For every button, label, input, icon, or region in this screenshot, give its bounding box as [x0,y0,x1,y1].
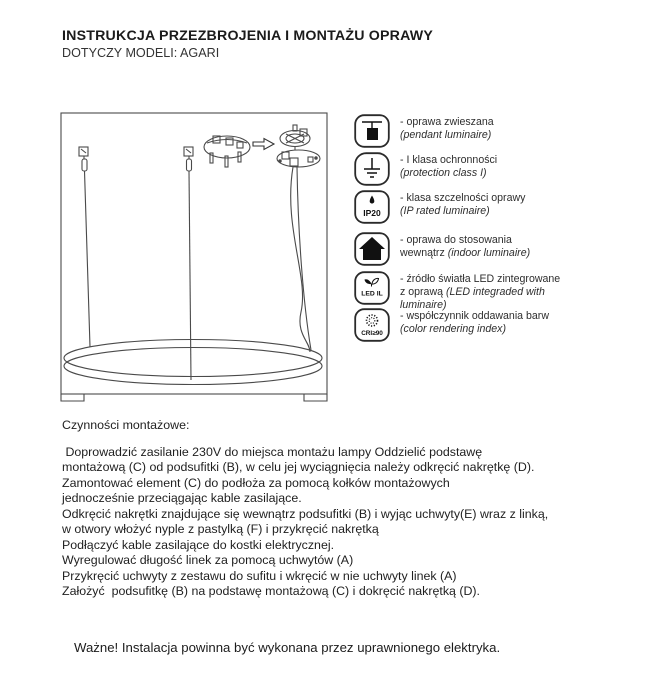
legend-label: - oprawa zwieszana [400,116,494,128]
ip-rating-icon [354,190,390,224]
instruction-line: Wyregulować długość linek za pomocą uchwytów (A) [62,553,354,568]
instruction-line: w otwory włożyć nyple z pastylką (F) i przykręcić nakrętką [62,522,379,537]
legend-item-cri: CRI≥90 - współczynnik oddawania barw (color rendering index) [354,308,615,342]
legend-item-pendant: - oprawa zwieszana (pendant luminaire) [354,114,615,148]
right-suspension-wire [297,167,311,350]
instruction-line: montażową (C) od podsufitki (B), w celu jej wyciągnięcia należy odkręcić nakrętkę (D). [62,460,535,475]
assembly-arrow-icon [253,139,274,150]
indoor-luminaire-icon [354,232,390,266]
luminaire-drawing-svg [60,112,330,404]
instruction-line: Zamontować element (C) do podłoża za pomocą kołków montażowych [62,475,450,490]
legend [354,112,644,352]
ring-upper-rim [64,340,322,377]
header [62,28,433,60]
protection-class-1-icon [354,152,390,186]
instruction-line: Założyć podsufitkę (B) na podstawę montażową (C) i dokręcić nakrętką (D). [62,584,481,599]
legend-item-led-integrated: LED IL - źródło światła LED zintegrowane z oprawą (LED integraded with luminaire) [354,271,615,312]
cri-icon [354,308,390,342]
instruction-line: jednocześnie przeciągając kable zasilające. [62,491,302,506]
frame-notch-left [61,394,84,401]
legend-item-protection-class: - I klasa ochronności (protection class I) [354,152,615,186]
led-integrated-icon [354,271,390,305]
left-suspension-wire [85,171,91,347]
ring-lower-rim [64,348,322,385]
legend-item-indoor: - oprawa do stosowania wewnątrz (indoor luminaire) [354,232,615,266]
page-subtitle: DOTYCZY MODELI: AGARI [62,46,220,60]
page-title: INSTRUKCJA PRZEZBROJENIA I MONTAŻU OPRAWY [62,28,434,44]
mounting-instructions [62,418,637,600]
instructions-heading: Czynności montażowe: [62,418,190,432]
cri-badge: CRI≥90 [361,330,383,337]
middle-wire-holder [187,159,192,171]
middle-suspension-wire [189,171,191,380]
left-wire-holder [82,159,87,171]
frame-notch-right [304,394,327,401]
ip-rating-badge: IP20 [363,208,381,218]
important-note: Ważne! Instalacja powinna być wykonana przez uprawnionego elektryka. [74,640,501,655]
instruction-line: Odkręcić nakrętki znajdujące się wewnątrz podsufitki (B) i wyjąc uchwyty(E) wraz z linką, [62,506,549,521]
led-badge: LED IL [361,290,383,298]
instruction-line: Doprowadzić zasilanie 230V do miejsca montażu lampy Oddzielić podstawę [62,445,483,459]
drawing-frame [61,113,327,394]
legend-item-ip-rating: IP20 - klasa szczelności oprawy (IP rated luminaire) [354,190,615,224]
instruction-line: Przykręcić uchwyty z zestawu do sufitu i wkręcić w nie uchwyty linek (A) [62,568,457,583]
instruction-line: Podłączyć kable zasilające do kostki elektrycznej. [62,537,335,552]
pendant-luminaire-icon [354,114,390,148]
pendant-ring-luminaire-drawing [60,112,330,404]
instructions-body [62,445,637,600]
